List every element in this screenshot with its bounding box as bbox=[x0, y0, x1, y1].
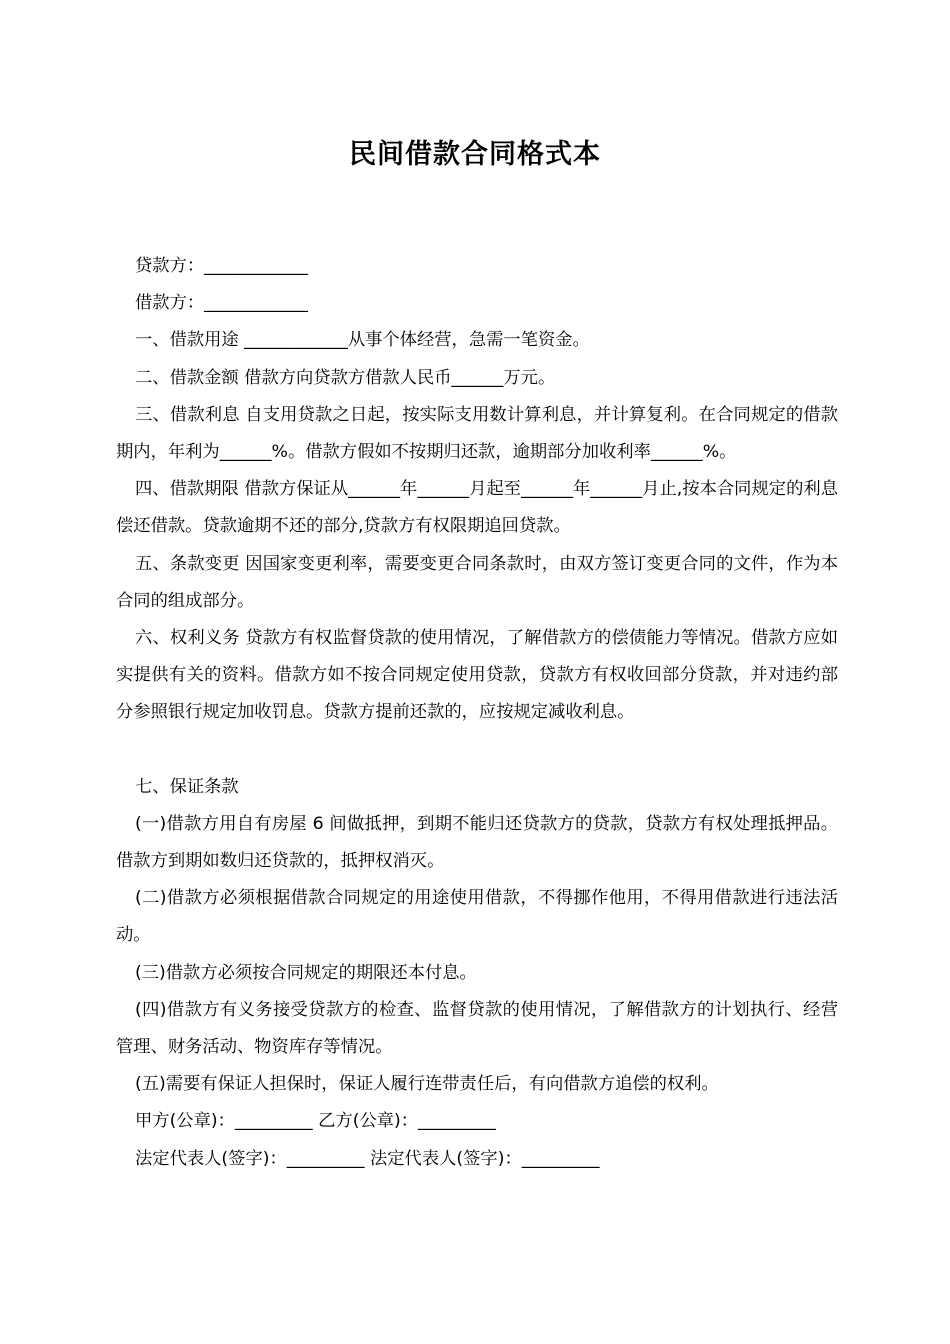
paragraph-spacer bbox=[116, 732, 838, 769]
clause-change: 五、条款变更 因国家变更利率，需要变更合同条款时，由双方签订变更合同的文件，作为本合同的组成部分。 bbox=[116, 553, 838, 611]
clause-amount: 二、借款金额 借款方向贷款方借款人民币______万元。 bbox=[135, 367, 556, 388]
document-body bbox=[116, 248, 838, 1178]
guarantee-item: (一)借款方用自有房屋 6 间做抵押，到期不能归还贷款方的贷款，贷款方有权处理抵押品。借款方到期如数归还贷款的，抵押权消灭。 bbox=[116, 813, 838, 872]
clause-interest: 三、借款利息 自支用贷款之日起，按实际支用数计算利息，并计算复利。在合同规定的借款期内，年利为______%。借款方假如不按期归还款，逾期部分加收利率______%。 bbox=[116, 404, 838, 463]
borrower-line: 借款方：____________ bbox=[135, 293, 308, 314]
guarantee-item: (五)需要有保证人担保时，保证人履行连带责任后，有向借款方追偿的权利。 bbox=[135, 1074, 719, 1095]
guarantee-heading: 七、保证条款 bbox=[135, 776, 239, 797]
clause-rights: 六、权利义务 贷款方有权监督贷款的使用情况，了解借款方的偿债能力等情况。借款方应如实提供有关的资料。借款方如不按合同规定使用贷款，贷款方有权收回部分贷款，并对违约部分参照银行规定加收罚息。贷款方提前还款的，应按规定减收利息。 bbox=[116, 628, 838, 723]
guarantee-item: (四)借款方有义务接受贷款方的检查、监督贷款的使用情况，了解借款方的计划执行、经营管理、财务活动、物资库存等情况。 bbox=[116, 999, 838, 1058]
signature-seal-line: 甲方(公章)：_________ 乙方(公章)：_________ bbox=[135, 1111, 496, 1132]
guarantee-item: (二)借款方必须根据借款合同规定的用途使用借款，不得挪作他用，不得用借款进行违法活动。 bbox=[116, 888, 838, 946]
lender-line: 贷款方：____________ bbox=[135, 256, 308, 276]
document-title: 民间借款合同格式本 bbox=[349, 139, 601, 170]
clause-purpose: 一、借款用途 ____________从事个体经营，急需一笔资金。 bbox=[135, 330, 590, 351]
signature-representative-line: 法定代表人(签字)：_________ 法定代表人(签字)：_________ bbox=[135, 1148, 600, 1169]
clause-term: 四、借款期限 借款方保证从______年______月起至______年______月止,按本合同规定的利息偿还借款。贷款逾期不还的部分,贷款方有权限期追回贷款。 bbox=[116, 479, 838, 537]
guarantee-item: (三)借款方必须按合同规定的期限还本付息。 bbox=[135, 962, 477, 983]
